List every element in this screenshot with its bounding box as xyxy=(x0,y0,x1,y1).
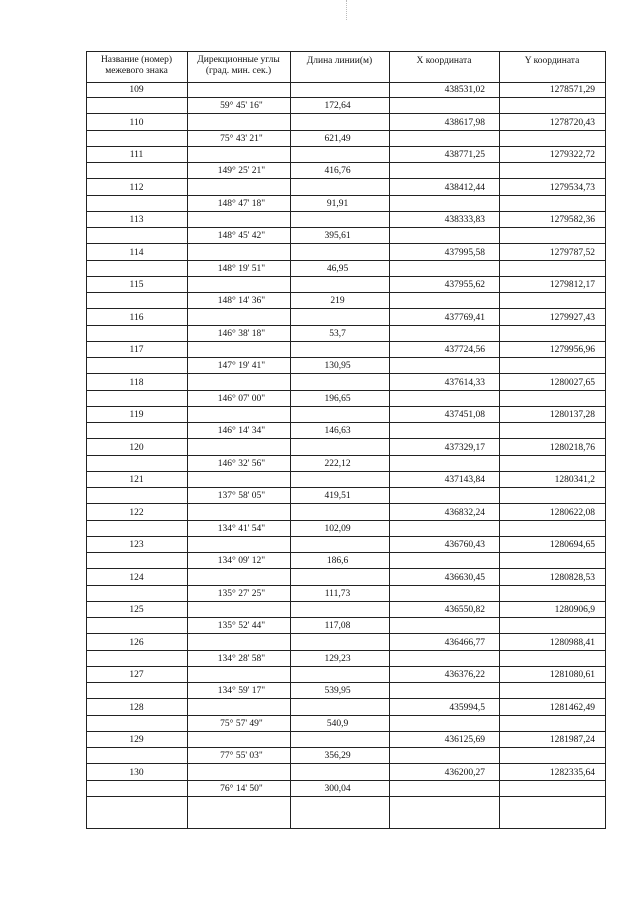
point-name: 128 xyxy=(129,702,144,713)
point-name: 112 xyxy=(129,182,144,193)
point-name: 115 xyxy=(129,280,144,290)
row-divider xyxy=(389,97,606,98)
row-divider xyxy=(86,487,187,488)
line-length: 46,95 xyxy=(326,263,349,274)
x-coordinate: 438531,02 xyxy=(444,85,485,95)
line-length: 219 xyxy=(330,296,345,307)
point-name: 123 xyxy=(129,540,144,550)
point-name: 129 xyxy=(129,735,144,745)
x-coordinate: 436550,82 xyxy=(444,605,485,615)
row-divider xyxy=(389,325,606,326)
x-coordinate: 437955,62 xyxy=(444,280,485,290)
row-divider xyxy=(86,747,187,748)
line-length: 621,49 xyxy=(324,133,351,144)
row-divider xyxy=(86,503,606,504)
direction-angle: 146° 38' 18" xyxy=(217,328,266,339)
row-divider xyxy=(389,747,606,748)
line-length: 129,23 xyxy=(324,653,351,664)
row-divider xyxy=(389,682,606,683)
row-divider xyxy=(86,195,187,196)
x-coordinate: 437769,41 xyxy=(444,312,485,323)
direction-angle: 134° 09' 12" xyxy=(217,556,266,567)
direction-angle: 75° 43' 21" xyxy=(220,133,263,144)
row-divider xyxy=(86,552,187,553)
row-divider xyxy=(86,650,187,651)
row-divider xyxy=(86,422,187,423)
header-x-coordinate: X координата xyxy=(416,56,472,66)
line-length: 53,7 xyxy=(329,328,346,339)
direction-angle: 59° 45' 16" xyxy=(220,101,263,112)
line-length: 356,29 xyxy=(324,751,351,762)
row-divider xyxy=(86,325,187,326)
row-divider xyxy=(187,650,389,651)
y-coordinate: 1280341,2 xyxy=(554,475,595,485)
y-coordinate: 1279534,73 xyxy=(549,182,595,193)
row-divider xyxy=(389,520,606,521)
line-length: 117,08 xyxy=(324,621,351,632)
x-coordinate: 437995,58 xyxy=(444,247,485,258)
row-divider xyxy=(389,292,606,293)
line-length: 186,6 xyxy=(326,556,349,567)
y-coordinate: 1281080,61 xyxy=(549,670,595,680)
row-divider xyxy=(86,146,606,147)
direction-angle: 146° 32' 56" xyxy=(217,458,266,469)
row-divider xyxy=(86,227,187,228)
y-coordinate: 1280906,9 xyxy=(554,605,595,615)
row-divider xyxy=(86,666,606,667)
direction-angle: 135° 52' 44" xyxy=(217,621,266,632)
row-divider xyxy=(86,243,606,244)
line-length: 222,12 xyxy=(324,458,351,469)
point-name: 120 xyxy=(129,442,144,453)
line-length: 102,09 xyxy=(324,523,351,534)
row-divider xyxy=(86,731,606,732)
direction-angle: 148° 47' 18" xyxy=(217,198,266,209)
row-divider xyxy=(86,308,606,309)
row-divider xyxy=(187,195,389,196)
line-length: 540,9 xyxy=(326,718,349,729)
header-divider xyxy=(86,82,606,83)
y-coordinate: 1278720,43 xyxy=(549,117,595,128)
x-coordinate: 436125,69 xyxy=(444,735,485,745)
point-name: 113 xyxy=(129,215,144,225)
y-coordinate: 1280218,76 xyxy=(549,442,595,453)
y-coordinate: 1280828,53 xyxy=(549,572,595,583)
y-coordinate: 1280694,65 xyxy=(549,540,595,550)
column-divider xyxy=(389,51,390,829)
row-divider xyxy=(187,747,389,748)
row-divider xyxy=(86,617,187,618)
x-coordinate: 436466,77 xyxy=(444,637,485,648)
row-divider xyxy=(86,698,606,699)
row-divider xyxy=(86,585,187,586)
line-length: 419,51 xyxy=(324,491,351,502)
row-divider xyxy=(389,585,606,586)
table-border-right xyxy=(605,51,606,829)
y-coordinate: 1278571,29 xyxy=(549,85,595,95)
line-length: 130,95 xyxy=(324,361,351,372)
direction-angle: 134° 41' 54" xyxy=(217,523,266,534)
y-coordinate: 1280027,65 xyxy=(549,377,595,388)
header-point-name: Название (номер) межевого знака xyxy=(100,55,173,76)
point-name: 119 xyxy=(129,410,144,420)
row-divider xyxy=(389,227,606,228)
point-name: 109 xyxy=(129,85,144,95)
row-divider xyxy=(86,633,606,634)
x-coordinate: 437614,33 xyxy=(444,377,485,388)
direction-angle: 148° 14' 36" xyxy=(217,296,266,307)
x-coordinate: 436200,27 xyxy=(444,767,485,778)
line-length: 111,73 xyxy=(324,588,351,599)
row-divider xyxy=(187,227,389,228)
row-divider xyxy=(187,357,389,358)
header-y-coordinate: Y координата xyxy=(524,56,580,66)
row-divider xyxy=(187,585,389,586)
y-coordinate: 1280137,28 xyxy=(549,410,595,420)
line-length: 172,64 xyxy=(324,101,351,112)
row-divider xyxy=(187,325,389,326)
row-divider xyxy=(389,422,606,423)
row-divider xyxy=(86,292,187,293)
point-name: 114 xyxy=(129,247,144,258)
row-divider xyxy=(187,292,389,293)
row-divider xyxy=(187,487,389,488)
y-coordinate: 1279927,43 xyxy=(549,312,595,323)
row-divider xyxy=(389,455,606,456)
row-divider xyxy=(389,715,606,716)
point-name: 110 xyxy=(129,117,144,128)
row-divider xyxy=(389,130,606,131)
direction-angle: 146° 07' 00" xyxy=(217,393,266,404)
x-coordinate: 436376,22 xyxy=(444,670,485,680)
row-divider xyxy=(389,780,606,781)
row-divider xyxy=(86,568,606,569)
row-divider xyxy=(187,130,389,131)
point-name: 130 xyxy=(129,767,144,778)
column-divider xyxy=(499,51,500,829)
x-coordinate: 438333,83 xyxy=(444,215,485,225)
row-divider xyxy=(187,520,389,521)
row-divider xyxy=(389,260,606,261)
point-name: 125 xyxy=(129,605,144,615)
row-divider xyxy=(389,357,606,358)
x-coordinate: 438617,98 xyxy=(444,117,485,128)
direction-angle: 149° 25' 21" xyxy=(217,166,266,177)
row-divider xyxy=(86,438,606,439)
point-name: 116 xyxy=(129,312,144,323)
direction-angle: 76° 14' 50" xyxy=(220,783,263,794)
row-divider xyxy=(86,341,606,342)
line-length: 395,61 xyxy=(324,231,351,242)
x-coordinate: 437724,56 xyxy=(444,345,485,355)
row-divider xyxy=(86,97,187,98)
row-divider xyxy=(86,601,606,602)
row-divider xyxy=(389,552,606,553)
x-coordinate: 436760,43 xyxy=(444,540,485,550)
row-divider xyxy=(86,260,187,261)
row-divider xyxy=(86,715,187,716)
x-coordinate: 437451,08 xyxy=(444,410,485,420)
point-name: 124 xyxy=(129,572,144,583)
row-divider xyxy=(86,520,187,521)
direction-angle: 148° 19' 51" xyxy=(217,263,266,274)
row-divider xyxy=(86,276,606,277)
y-coordinate: 1279582,36 xyxy=(549,215,595,225)
row-divider xyxy=(86,682,187,683)
row-divider xyxy=(86,130,187,131)
row-divider xyxy=(187,455,389,456)
row-divider xyxy=(187,682,389,683)
x-coordinate: 437329,17 xyxy=(444,442,485,453)
y-coordinate: 1279812,17 xyxy=(549,280,595,290)
direction-angle: 134° 59' 17" xyxy=(217,686,266,697)
row-divider xyxy=(187,260,389,261)
y-coordinate: 1281462,49 xyxy=(549,702,595,713)
row-divider xyxy=(187,97,389,98)
row-divider xyxy=(187,780,389,781)
x-coordinate: 436832,24 xyxy=(444,507,485,518)
x-coordinate: 436630,45 xyxy=(444,572,485,583)
y-coordinate: 1280622,08 xyxy=(549,507,595,518)
scan-artifact xyxy=(346,0,347,20)
direction-angle: 137° 58' 05" xyxy=(217,491,266,502)
table-border-bottom xyxy=(86,828,606,829)
line-length: 416,76 xyxy=(324,166,351,177)
row-divider xyxy=(389,617,606,618)
direction-angle: 134° 28' 58" xyxy=(217,653,266,664)
row-divider xyxy=(86,178,606,179)
point-name: 122 xyxy=(129,507,144,518)
row-divider xyxy=(187,552,389,553)
row-divider xyxy=(389,650,606,651)
line-length: 91,91 xyxy=(326,198,349,209)
y-coordinate: 1279787,52 xyxy=(549,247,595,258)
direction-angle: 77° 55' 03" xyxy=(220,751,263,762)
direction-angle: 146° 14' 34" xyxy=(217,426,266,437)
direction-angle: 148° 45' 42" xyxy=(217,231,266,242)
row-divider xyxy=(86,780,187,781)
point-name: 111 xyxy=(129,150,144,160)
header-direction-angle: Дирекционные углы (град. мин. сек.) xyxy=(197,55,280,76)
row-divider xyxy=(187,390,389,391)
row-divider xyxy=(187,422,389,423)
y-coordinate: 1280988,41 xyxy=(549,637,595,648)
x-coordinate: 437143,84 xyxy=(444,475,485,485)
point-name: 121 xyxy=(129,475,144,485)
x-coordinate: 438412,44 xyxy=(444,182,485,193)
header-line-length: Длина линии(м) xyxy=(306,56,373,66)
row-divider xyxy=(389,162,606,163)
row-divider xyxy=(187,715,389,716)
row-divider xyxy=(86,390,187,391)
line-length: 300,04 xyxy=(324,783,351,794)
row-divider xyxy=(187,617,389,618)
direction-angle: 135° 27' 25" xyxy=(217,588,266,599)
point-name: 118 xyxy=(129,377,144,388)
row-divider xyxy=(86,357,187,358)
line-length: 539,95 xyxy=(324,686,351,697)
y-coordinate: 1279956,96 xyxy=(549,345,595,355)
line-length: 196,65 xyxy=(324,393,351,404)
row-divider xyxy=(86,113,606,114)
point-name: 126 xyxy=(129,637,144,648)
y-coordinate: 1282335,64 xyxy=(549,767,595,778)
y-coordinate: 1281987,24 xyxy=(549,735,595,745)
point-name: 127 xyxy=(129,670,144,680)
x-coordinate: 435994,5 xyxy=(449,702,485,713)
row-divider xyxy=(389,487,606,488)
row-divider xyxy=(389,195,606,196)
row-divider xyxy=(86,373,606,374)
point-name: 117 xyxy=(129,345,144,355)
row-divider xyxy=(86,455,187,456)
row-divider xyxy=(389,390,606,391)
row-divider xyxy=(187,162,389,163)
row-divider xyxy=(86,211,606,212)
row-divider xyxy=(86,162,187,163)
row-divider xyxy=(86,796,606,797)
line-length: 146,63 xyxy=(324,426,351,437)
coordinates-table xyxy=(86,51,606,829)
direction-angle: 147° 19' 41" xyxy=(217,361,266,372)
row-divider xyxy=(86,536,606,537)
x-coordinate: 438771,25 xyxy=(444,150,485,160)
row-divider xyxy=(86,471,606,472)
y-coordinate: 1279322,72 xyxy=(549,150,595,160)
direction-angle: 75° 57' 49" xyxy=(220,718,263,729)
row-divider xyxy=(86,406,606,407)
row-divider xyxy=(86,763,606,764)
